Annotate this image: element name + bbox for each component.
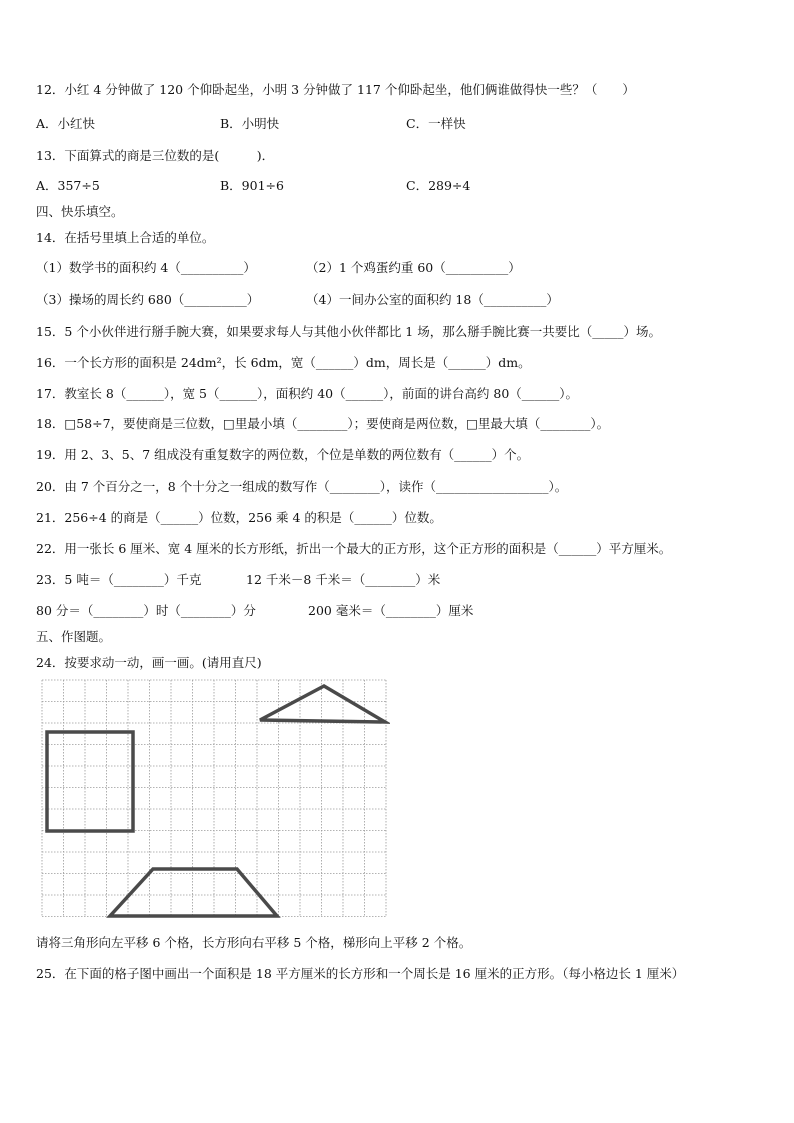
q12-option-a[interactable]: A．小红快	[36, 116, 96, 131]
q12-option-b[interactable]: B．小明快	[220, 116, 280, 131]
question-20: 20．由 7 个百分之一，8 个十分之一组成的数写作（________），读作（__________________）。	[36, 479, 568, 494]
question-22: 22．用一张长 6 厘米、宽 4 厘米的长方形纸，折出一个最大的正方形，这个正方形的面积是（______）平方厘米。	[36, 541, 672, 556]
question-12: 12．小红 4 分钟做了 120 个仰卧起坐，小明 3 分钟做了 117 个仰卧起坐，他们俩谁做得快一些？（ ）	[36, 82, 635, 97]
section-4-heading: 四、快乐填空。	[36, 204, 124, 219]
question-17: 17．教室长 8（______），宽 5（______），面积约 40（______），前面的讲台高约 80（______）。	[36, 386, 579, 401]
grid-figure[interactable]	[40, 676, 390, 924]
question-14: 14．在括号里填上合适的单位。	[36, 230, 215, 245]
q14-item-4: （4）一间办公室的面积约 18（__________）	[306, 292, 559, 307]
trapezoid-shape	[110, 869, 277, 916]
rectangle-shape	[47, 732, 133, 831]
q23-line2-a: 80 分＝（________）时（________）分	[36, 603, 256, 618]
section-5-heading: 五、作图题。	[36, 629, 112, 644]
q13-option-b[interactable]: B．901÷6	[220, 178, 284, 193]
grid-lines	[42, 680, 386, 917]
question-18: 18．□58÷7，要使商是三位数，□里最小填（________）；要使商是两位数，□里最大填（________）。	[36, 416, 610, 431]
question-25: 25．在下面的格子图中画出一个面积是 18 平方厘米的长方形和一个周长是 16 厘米的正方形。（每小格边长 1 厘米）	[36, 966, 685, 981]
q13-option-c[interactable]: C．289÷4	[406, 178, 471, 193]
q14-item-3: （3）操场的周长约 680（__________）	[36, 292, 260, 307]
q13-option-a[interactable]: A．357÷5	[36, 178, 100, 193]
q12-option-c[interactable]: C．一样快	[406, 116, 466, 131]
q14-item-1: （1）数学书的面积约 4（__________）	[36, 260, 256, 275]
q23-line1-b: 12 千米－8 千米＝（________）米	[246, 572, 441, 587]
question-16: 16．一个长方形的面积是 24dm²，长 6dm，宽（______）dm，周长是（______）dm。	[36, 355, 531, 370]
question-19: 19．用 2、3、5、7 组成没有重复数字的两位数，个位是单数的两位数有（______）个。	[36, 447, 530, 462]
question-13: 13．下面算式的商是三位数的是( )．	[36, 148, 275, 163]
question-21: 21．256÷4 的商是（______）位数，256 乘 4 的积是（______）位数。	[36, 510, 442, 525]
q14-item-2: （2）1 个鸡蛋约重 60（__________）	[306, 260, 521, 275]
q24-instruction: 请将三角形向左平移 6 个格，长方形向右平移 5 个格，梯形向上平移 2 个格。	[36, 935, 472, 950]
q23-line1-a: 23．5 吨＝（________）千克	[36, 572, 202, 587]
question-24: 24．按要求动一动，画一画。(请用直尺)	[36, 655, 262, 670]
q23-line2-b: 200 毫米＝（________）厘米	[308, 603, 474, 618]
question-15: 15．5 个小伙伴进行掰手腕大赛，如果要求每人与其他小伙伴都比 1 场，那么掰手腕比赛一共要比（_____）场。	[36, 324, 661, 339]
